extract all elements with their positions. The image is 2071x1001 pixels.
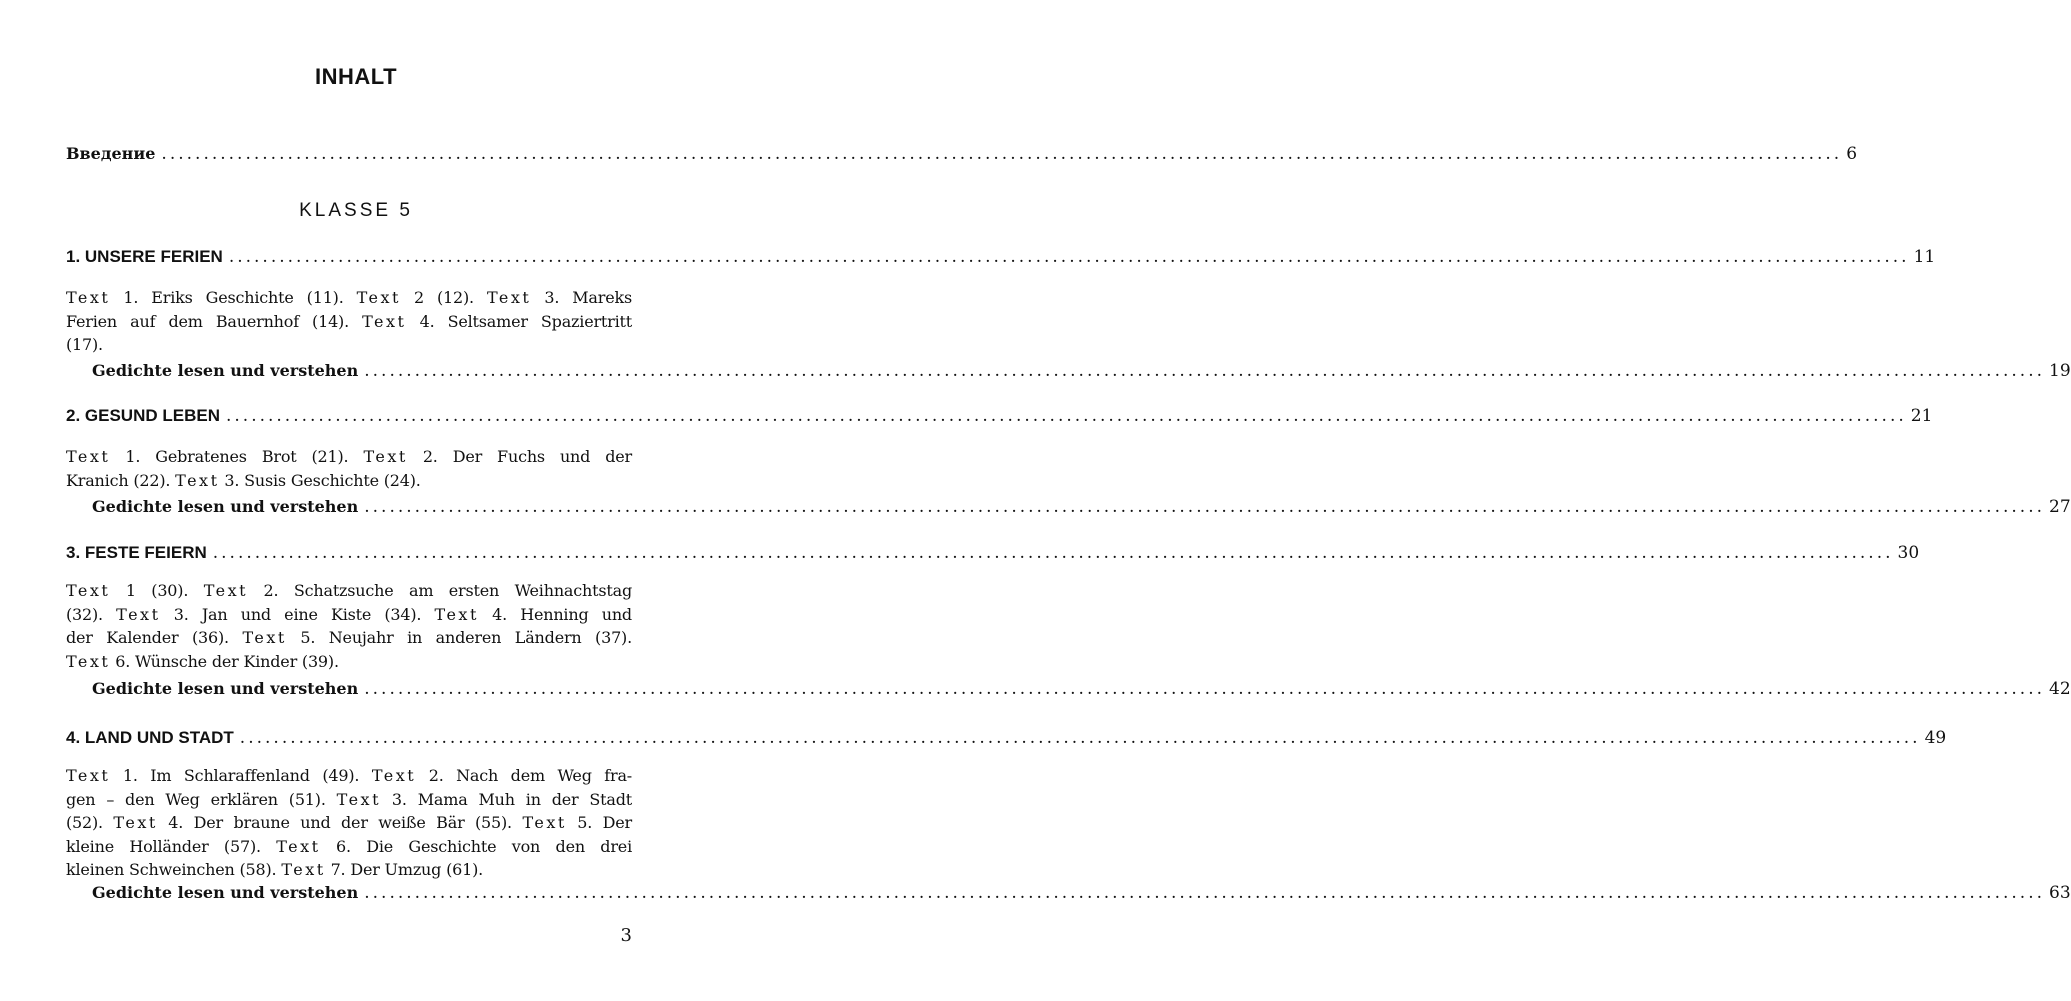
dot-leader: ........................................................................................................................................................................................................ [364,497,2045,517]
poems-page: 19 [2049,361,2071,381]
unit-description [66,445,632,492]
toc-entry-page: 6 [1846,144,1858,164]
toc-poems-entry [92,360,2071,382]
poems-label: Gedichte lesen und verstehen [92,679,359,698]
poems-page: 63 [2049,883,2071,903]
toc-entry-intro [66,143,1858,165]
poems-label: Gedichte lesen und verstehen [92,361,359,380]
description-line: (32). Text 3. Jan und eine Kiste (34). Text 4. Henning und [66,604,632,624]
dot-leader: ........................................................................................................................................................................................................ [228,247,1910,267]
toc-unit-heading [66,542,1920,564]
description-line: (52). Text 4. Der braune und der weiße Bär (55). Text 5. Der [66,813,632,832]
dot-leader: ........................................................................................................................................................................................................ [161,144,1843,164]
unit-title: 1. UNSERE FERIEN [66,247,223,266]
unit-page: 49 [1924,728,1947,748]
dot-leader: ........................................................................................................................................................................................................ [212,543,1894,563]
description-line: der Kalender (36). Text 5. Neujahr in anderen Ländern (37). [66,628,632,647]
dot-leader: ........................................................................................................................................................................................................ [225,406,1907,426]
unit-description [66,764,632,882]
description-line: Text 1 (30). Text 2. Schatzsuche am ersten Weihnachtstag [66,581,632,600]
page-number: 3 [620,925,632,946]
toc-poems-entry [92,496,2071,518]
dot-leader: ........................................................................................................................................................................................................ [364,361,2045,381]
description-line: Text 1. Im Schlaraffenland (49). Text 2. Nach dem Weg fra- [66,766,632,785]
poems-label: Gedichte lesen und verstehen [92,497,359,516]
toc-unit-heading [66,405,1933,427]
unit-title: 2. GESUND LEBEN [66,406,220,425]
poems-label: Gedichte lesen und verstehen [92,883,359,902]
toc-poems-entry [92,882,2071,904]
unit-description [66,579,632,673]
unit-page: 11 [1913,247,1936,267]
toc-unit-heading [66,727,1947,749]
description-line: Ferien auf dem Bauernhof (14). Text 4. Seltsamer Spaziertritt [66,311,632,331]
toc-unit-heading [66,246,1936,268]
toc-poems-entry [92,678,2071,700]
unit-title: 4. LAND UND STADT [66,728,234,747]
unit-page: 30 [1897,543,1920,563]
description-line: kleinen Schweinchen (58). Text 7. Der Umzug (61). [66,860,484,879]
description-line: kleine Holländer (57). Text 6. Die Geschichte von den drei [66,836,632,856]
toc-entry-label: Введение [66,144,156,163]
description-line: gen – den Weg erklären (51). Text 3. Mama Muh in der Stadt [66,789,633,809]
page-title: INHALT [314,64,398,89]
dot-leader: ........................................................................................................................................................................................................ [364,679,2045,699]
unit-page: 21 [1910,406,1933,426]
poems-page: 42 [2049,679,2071,699]
class-heading: KLASSE 5 [299,200,413,221]
description-line: (17). [66,335,103,354]
description-line: Text 6. Wünsche der Kinder (39). [66,651,339,671]
dot-leader: ........................................................................................................................................................................................................ [239,728,1921,748]
description-line: Text 1. Eriks Geschichte (11). Text 2 (12). Text 3. Mareks [66,288,632,307]
unit-title: 3. FESTE FEIERN [66,543,207,562]
unit-description [66,286,632,357]
description-line: Kranich (22). Text 3. Susis Geschichte (24). [66,470,421,490]
description-line: Text 1. Gebratenes Brot (21). Text 2. Der Fuchs und der [66,447,632,466]
poems-page: 27 [2049,497,2071,517]
dot-leader: ........................................................................................................................................................................................................ [364,883,2045,903]
